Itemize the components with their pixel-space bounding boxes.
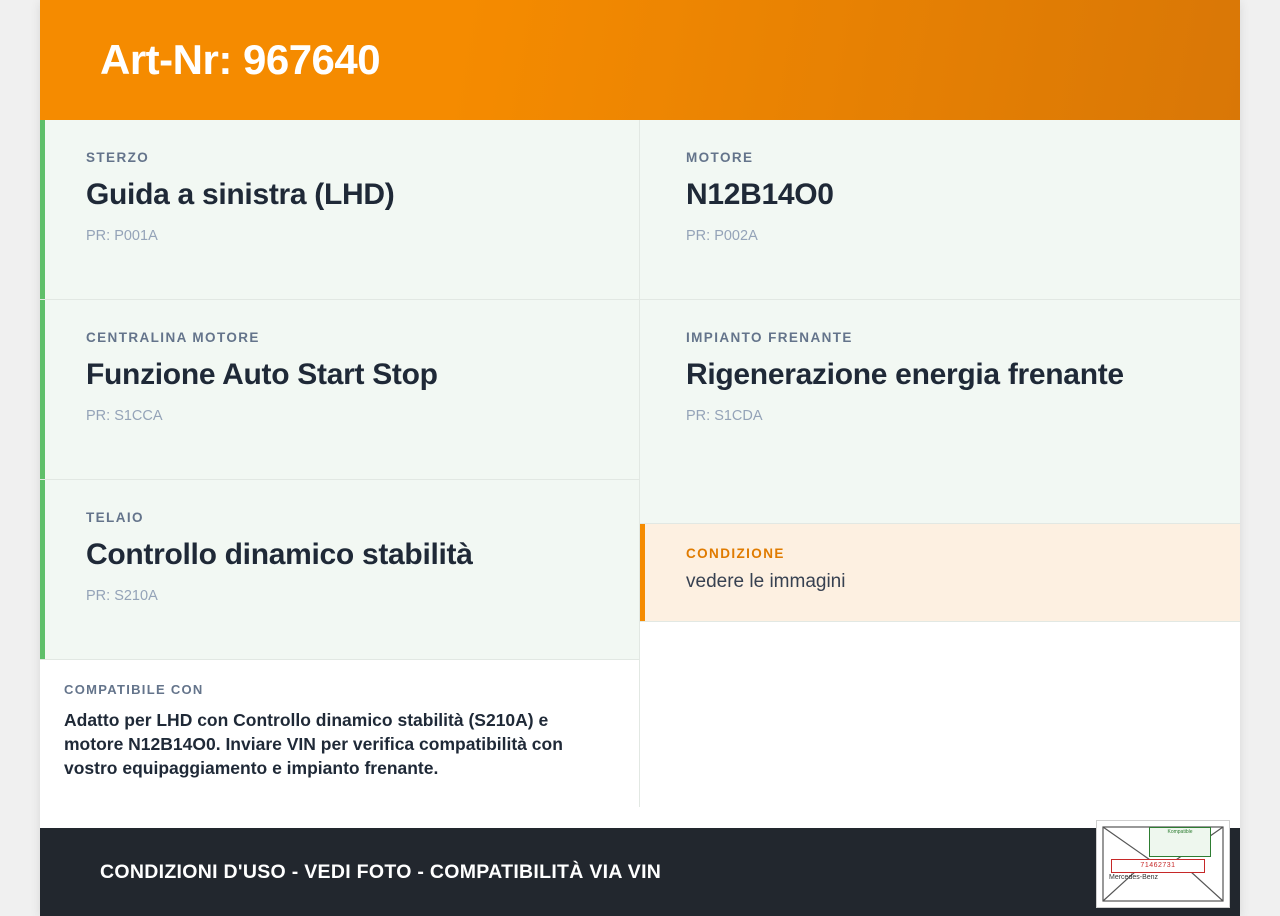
spec-label: TELAIO: [86, 510, 144, 525]
spec-card-telaio: [40, 480, 639, 660]
compatibility-text: Adatto per LHD con Controllo dinamico stabilità (S210A) e motore N12B14O0. Inviare VIN per verifica compatibilità con vostro equipaggiamento e impianto frenante.: [64, 710, 563, 778]
spec-value: Guida a sinistra (LHD): [86, 178, 395, 211]
spec-label: CENTRALINA MOTORE: [86, 330, 260, 345]
stamp-green-label: Kompatible: [1149, 827, 1211, 857]
spec-column-left: [40, 120, 640, 660]
footer-bar: [40, 828, 1240, 916]
footer-text: CONDIZIONI D'USO - VEDI FOTO - COMPATIBILITÀ VIA VIN: [100, 860, 662, 883]
spec-pr-code: PR: S1CDA: [686, 407, 763, 424]
spec-value: Funzione Auto Start Stop: [86, 358, 438, 391]
compatibility-card: [40, 660, 640, 807]
condition-value: vedere le immagini: [686, 571, 846, 592]
condition-card: [640, 524, 1240, 622]
compatibility-label: COMPATIBILE CON: [64, 682, 204, 697]
spec-pr-code: PR: P002A: [686, 227, 758, 244]
spec-value: Controllo dinamico stabilità: [86, 538, 473, 571]
spec-value: N12B14O0: [686, 178, 834, 211]
condition-label: CONDIZIONE: [686, 546, 785, 561]
page-title: Art-Nr: 967640: [100, 36, 381, 83]
spec-pr-code: PR: P001A: [86, 227, 158, 244]
spec-grid: [40, 120, 1240, 660]
envelope-icon: [1101, 825, 1225, 903]
spec-label: STERZO: [86, 150, 150, 165]
listing-sheet: [40, 0, 1240, 916]
spec-pr-code: PR: S210A: [86, 587, 158, 604]
spec-card-sterzo: [40, 120, 639, 300]
stamp-brand-label: Mercedes-Benz: [1109, 874, 1159, 881]
spec-card-centralina-motore: [40, 300, 639, 480]
stamp-image: [1096, 820, 1230, 908]
spec-card-impianto-frenante: [640, 300, 1240, 524]
spec-pr-code: PR: S1CCA: [86, 407, 163, 424]
stamp-plate-number: 71462731: [1111, 859, 1205, 873]
compatibility-row: [40, 660, 1240, 807]
spec-value: Rigenerazione energia frenante: [686, 358, 1124, 391]
spec-label: IMPIANTO FRENANTE: [686, 330, 853, 345]
spec-column-right: [640, 120, 1240, 660]
spec-label: MOTORE: [686, 150, 754, 165]
header-bar: [40, 0, 1240, 120]
spec-card-motore: [640, 120, 1240, 300]
